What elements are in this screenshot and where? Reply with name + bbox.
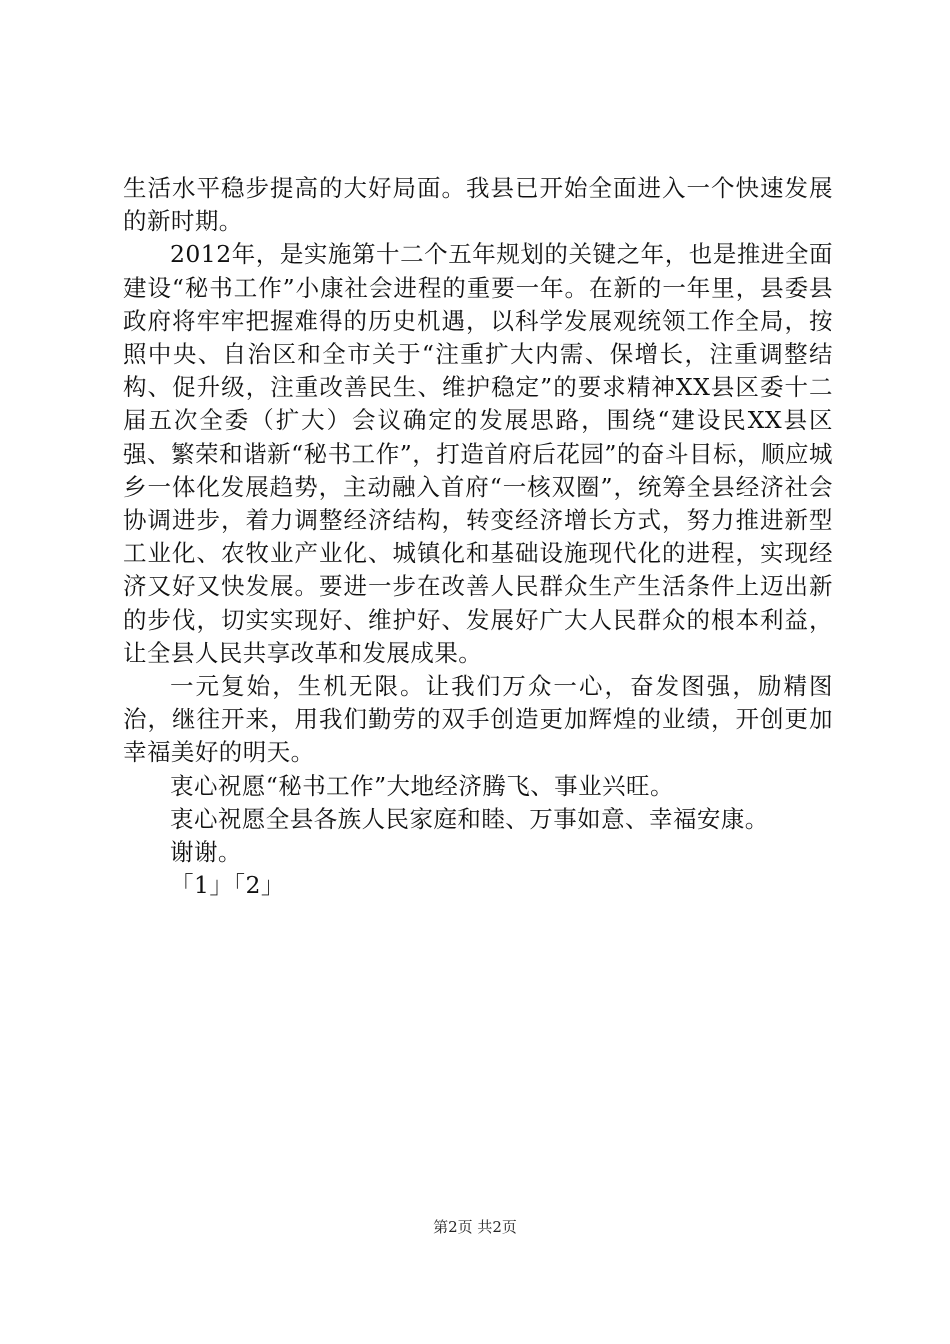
paragraph-wish-economy: 衷心祝愿“秘书工作”大地经济腾飞、事业兴旺。 bbox=[170, 771, 674, 800]
paragraph-thanks: 谢谢。 bbox=[170, 838, 242, 867]
paragraph-continuation: 生活水平稳步提高的大好局面。我县已开始全面进入一个快速发展的新时期。 bbox=[123, 174, 833, 236]
paragraph-wish-people: 衷心祝愿全县各族人民家庭和睦、万事如意、幸福安康。 bbox=[170, 804, 769, 833]
document-body bbox=[123, 172, 833, 902]
paragraph-2012-plan: 2012年，是实施第十二个五年规划的关键之年，也是推进全面建设“秘书工作”小康社会进程的重要一年。在新的一年里，县委县政府将牢牢把握难得的历史机遇，以科学发展观统领工作全局，按照中央、自治区和全市关于“注重扩大内需、保增长，注重调整结构、促升级，注重改善民生、维护稳定”的要求精神XX县区委十二届五次全委（扩大）会议确定的发展思路，围绕“建设民XX县区强、繁荣和谐新“秘书工作”，打造首府后花园”的奋斗目标，顺应城乡一体化发展趋势，主动融入首府“一核双圈”，统筹全县经济社会协调进步，着力调整经济结构，转变经济增长方式，努力推进新型工业化、农牧业产业化、城镇化和基础设施现代化的进程，实现经济又好又快发展。要进一步在改善人民群众生产生活条件上迈出新的步伐，切实实现好、维护好、发展好广大人民群众的根本利益，让全县人民共享改革和发展成果。 bbox=[123, 240, 833, 667]
paragraph-new-beginning: 一元复始，生机无限。让我们万众一心，奋发图强，励精图治，继往开来，用我们勤劳的双手创造更加辉煌的业绩，开创更加幸福美好的明天。 bbox=[123, 672, 833, 767]
page-number-footer: 第2页 共2页 bbox=[433, 1218, 517, 1236]
paragraph-page-links: 「1」「2」 bbox=[170, 871, 285, 900]
